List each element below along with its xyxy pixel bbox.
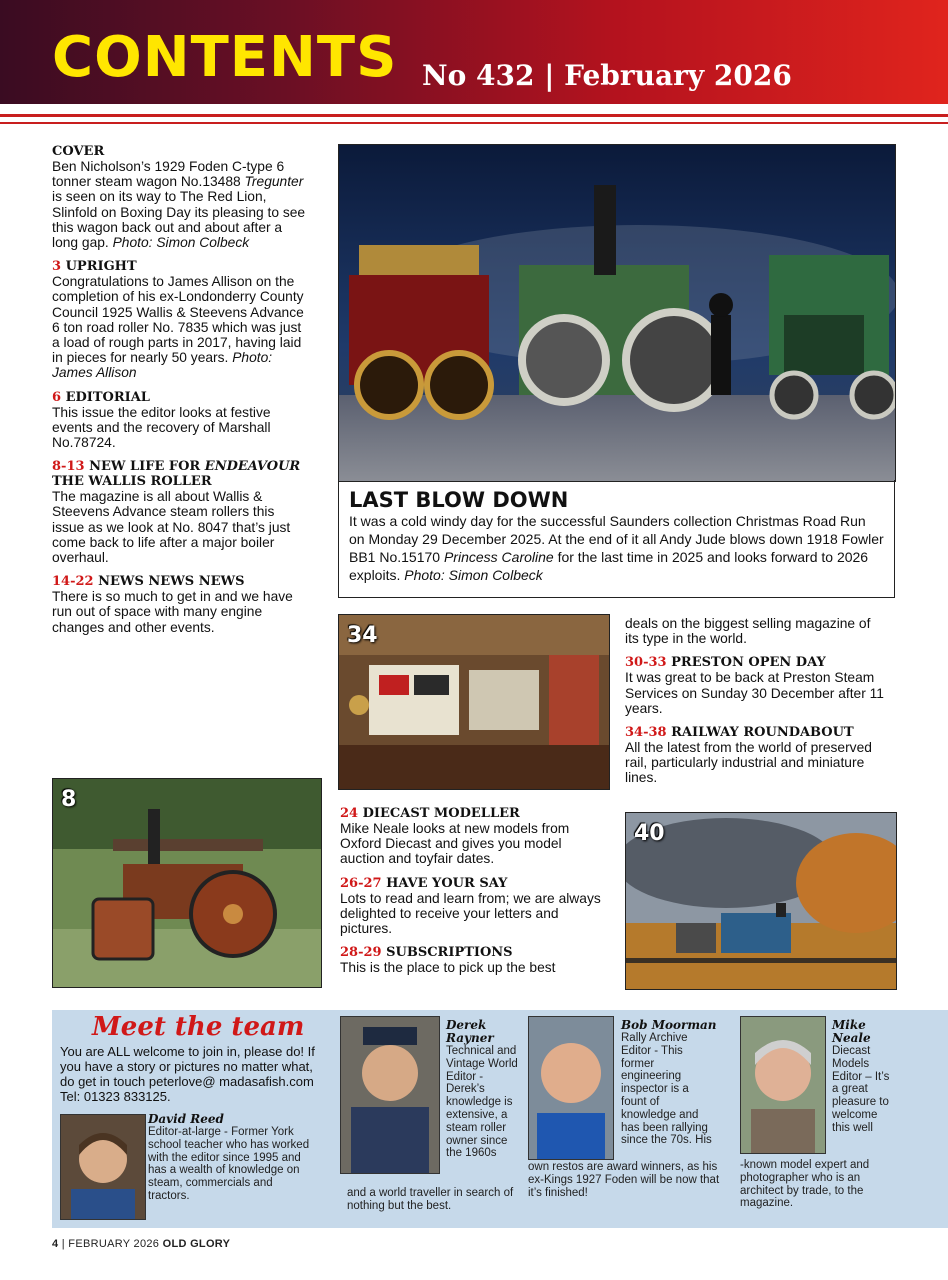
- section-title: NEW LIFE FOR: [89, 459, 201, 475]
- right-column: [625, 616, 887, 795]
- section-body: The magazine is all about Wallis & Steevens Advance steam rollers this issue as we look at No. 8047 that’s just come back to life after a major boiler overhaul.: [52, 489, 291, 566]
- steam-railway-illustration: [626, 813, 896, 989]
- header-rule-2: [0, 122, 948, 124]
- section-body: There is so much to get in and we have run out of space with many engine changes and other events.: [52, 589, 293, 635]
- section-subscriptions: [340, 945, 602, 975]
- section-news: [52, 574, 306, 635]
- member-name: David Reed: [148, 1112, 224, 1126]
- railway-photo: [625, 812, 897, 990]
- photo-credit: Photo: Simon Colbeck: [112, 235, 250, 251]
- section-title: UPRIGHT: [65, 259, 137, 275]
- footer-month: FEBRUARY 2026: [68, 1238, 160, 1250]
- person-portrait-icon: [529, 1017, 613, 1159]
- page-footer: 4 | FEBRUARY 2026 OLD GLORY: [52, 1238, 231, 1250]
- feature-body: It was a cold windy day for the successful Saunders collection Christmas Road Run on Monday 29 December 2025. At the end of it all Andy Jude blows down 1918 Fowler BB1 No.15170: [349, 513, 884, 565]
- member-bio-cont: -known model expert and photographer who is an architect by trade, to the magazine.: [740, 1159, 870, 1210]
- section-title: PRESTON OPEN DAY: [671, 655, 826, 671]
- page-number: 34-38: [625, 725, 667, 741]
- section-new-life: [52, 459, 306, 565]
- page-badge-8: 8: [61, 787, 77, 812]
- member-bio: Diecast Models Editor – It’s a great pleasure to welcome this well: [832, 1045, 890, 1134]
- section-body: Congratulations to James Allison on the completion of his ex-Londonderry County Council 1925 Wallis & Steevens Advance 6 ton road roller No. 7835 which was just a load of rough parts in 2017, having laid in pieces for nearly 50 years.: [52, 274, 304, 366]
- section-editorial: [52, 390, 306, 451]
- feature-title: LAST BLOW DOWN: [349, 488, 569, 512]
- section-body: Ben Nicholson’s 1929 Foden C-type 6 tonner steam wagon No.13488: [52, 159, 285, 190]
- engine-name: Princess Caroline: [443, 549, 554, 565]
- feature-body-cont: for the last time in 2025 and looks forward to 2026 exploits.: [349, 549, 869, 583]
- member-name: Mike Neale: [832, 1018, 871, 1045]
- section-cover: [52, 144, 306, 250]
- section-title: EDITORIAL: [65, 389, 150, 405]
- portrait-derek-rayner: [340, 1016, 440, 1174]
- footer-page-number: 4: [52, 1238, 59, 1250]
- member-name: Derek Rayner: [446, 1018, 494, 1045]
- section-title-italic: ENDEAVOUR: [204, 459, 301, 475]
- photo-credit: Photo: James Allison: [52, 350, 273, 381]
- footer-magazine: OLD GLORY: [162, 1238, 231, 1250]
- page-number: 24: [340, 806, 359, 821]
- steam-engines-night-illustration: [339, 145, 895, 481]
- page-number: 30-33: [625, 655, 667, 671]
- section-body-cont: is seen on its way to The Red Lion, Slinfold on Boxing Day its pleasing to see this wagon back out and about after a long gap.: [52, 189, 306, 251]
- section-title: SUBSCRIPTIONS: [386, 945, 513, 961]
- section-body: All the latest from the world of preserved rail, particularly industrial and miniature lines.: [625, 740, 872, 786]
- section-body: Lots to read and learn from; we are always delighted to receive your letters and pictures.: [340, 890, 601, 937]
- member-bio: Technical and Vintage World Editor - Derek’s knowledge is extensive, a steam roller owner since the 1960s: [446, 1045, 518, 1160]
- page-number: 28-29: [340, 945, 382, 961]
- member-bio-cont: own restos are award winners, as his ex-Kings 1927 Foden will be now that it’s finished!: [528, 1161, 720, 1199]
- page-number: 6: [52, 389, 62, 405]
- section-title: RAILWAY ROUNDABOUT: [671, 725, 854, 741]
- page-number: 3: [52, 259, 62, 275]
- photo-credit: Photo: Simon Colbeck: [404, 567, 543, 583]
- section-title: NEWS NEWS NEWS: [98, 574, 245, 590]
- section-body: It was great to be back at Preston Steam Services on Sunday 30 December after 11 years.: [625, 670, 884, 716]
- person-portrait-icon: [341, 1017, 439, 1173]
- section-title: DIECAST MODELLER: [362, 806, 520, 821]
- section-subscriptions-cont: [625, 616, 887, 646]
- portrait-david-reed: [60, 1114, 146, 1220]
- vehicle-name: Tregunter: [244, 174, 304, 190]
- member-name: Bob Moorman: [621, 1018, 717, 1032]
- section-upright: [52, 259, 306, 380]
- steam-roller-illustration: [53, 779, 321, 987]
- portrait-bob-moorman: [528, 1016, 614, 1160]
- section-body: deals on the biggest selling magazine of its type in the world.: [625, 616, 871, 647]
- museum-interior-illustration: [339, 615, 609, 789]
- section-body: This issue the editor looks at festive events and the recovery of Marshall No.78724.: [52, 404, 271, 451]
- section-have-your-say: [340, 876, 602, 937]
- section-body: Mike Neale looks at new models from Oxford Diecast and gives you model auction and toyfair dates.: [340, 821, 570, 867]
- roller-photo: [52, 778, 322, 988]
- page-badge-34: 34: [347, 623, 378, 648]
- section-body: This is the place to pick up the best: [340, 960, 556, 976]
- portrait-mike-neale: [740, 1016, 826, 1154]
- team-intro: You are ALL welcome to join in, please do! If you have a story or pictures no matter what, do get in touch peterlove@ madasafish.com Tel: 01323 833125.: [60, 1044, 315, 1104]
- team-heading: Meet the team: [92, 1012, 305, 1042]
- section-title: HAVE YOUR SAY: [386, 875, 508, 891]
- feature-caption: [338, 480, 895, 598]
- section-title: COVER: [52, 144, 105, 159]
- page-number: 26-27: [340, 875, 382, 891]
- person-portrait-icon: [61, 1115, 145, 1219]
- section-diecast: [340, 806, 602, 867]
- section-railway: [625, 725, 887, 786]
- header-rule-1: [0, 114, 948, 117]
- member-bio-cont: and a world traveller in search of nothing but the best.: [347, 1187, 514, 1212]
- person-portrait-icon: [741, 1017, 825, 1153]
- section-title-cont: THE WALLIS ROLLER: [52, 474, 212, 490]
- page-number: 8-13: [52, 459, 85, 475]
- section-preston: [625, 655, 887, 716]
- page-number: 14-22: [52, 574, 94, 590]
- member-bio: Rally Archive Editor - This former engineering inspector is a fount of knowledge and has been rallying since the 70s. His: [621, 1032, 712, 1147]
- page-badge-40: 40: [634, 821, 665, 846]
- member-bio: Editor-at-large - Former York school teacher who has worked with the editor since 1995 and has a wealth of knowledge on steam, commercials and tractors.: [148, 1126, 310, 1202]
- middle-column: [340, 806, 602, 984]
- issue-label: No 432 | February 2026: [422, 59, 792, 92]
- page-title: CONTENTS: [52, 25, 398, 90]
- left-column: [52, 144, 306, 644]
- feature-photo: [338, 144, 896, 482]
- museum-photo: [338, 614, 610, 790]
